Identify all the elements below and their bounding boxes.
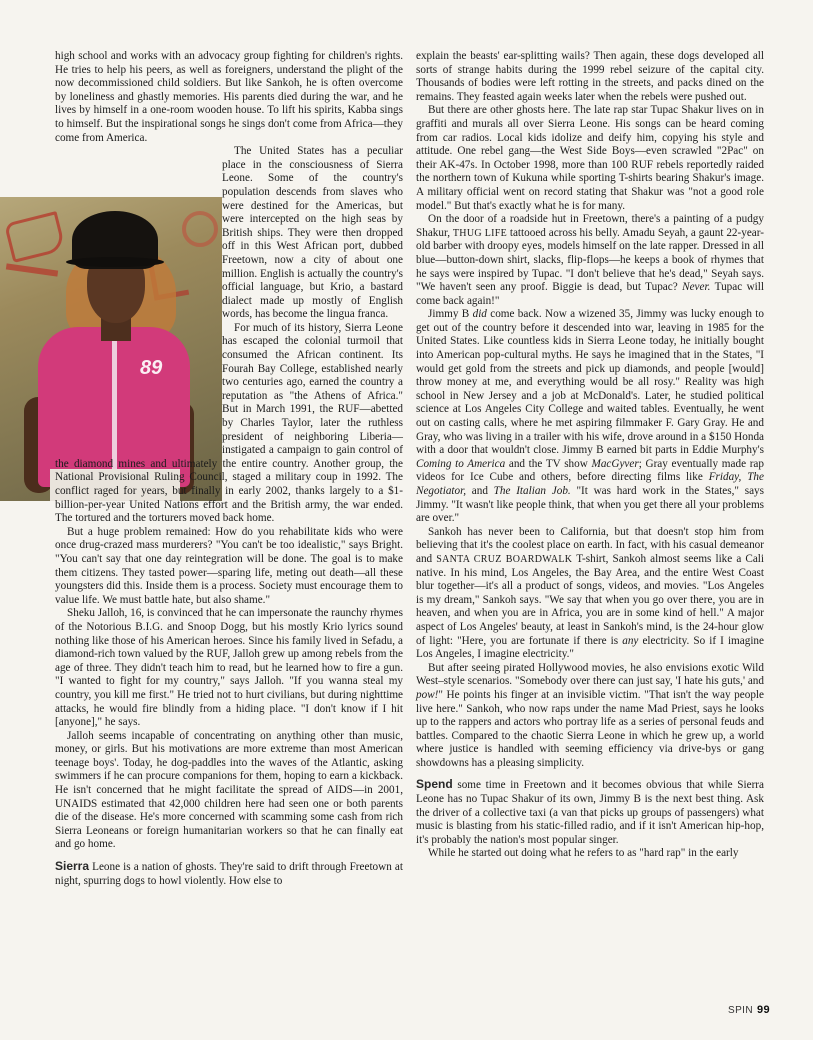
- paragraph: [416, 308, 764, 526]
- text: tattooed across his belly. Amadu Seyah, a gaunt 22-year-old barber with droopy eyes, models himself on the late rapper. Dressed in all blue—button-down shirt, slacks, flip-flops—he keeps a book of rhymes that he says were inspired by Tupac. "I don't believe that he's dead," Seyah says. "We haven't seen any proof. Biggie is dead, but Tupac?: [416, 226, 764, 294]
- paragraph: While he started out doing what he refers to as "hard rap" in the early: [428, 847, 739, 860]
- paragraph: For much of its history, Sierra Leone has escaped the colonial turmoil that consumed the African continent. Its Fourah Bay College, established nearly two centuries ago, earned the country a reputation as "the Athens of Africa." But in March 1991, the RUF—abetted by Charles Taylor, later the ruthless president of neighboring Liberia—instigated a campaign to gain control of the diamond mines and ultimately the entire country. Another group, the National Provisional Ruling Council, staged a military coup in 1992. The conflict raged for years, but finally in early 2002, thanks largely to a $1-billion-per-year United Nations effort and the British army, the war ended. The tortured and the torturers moved back home.: [55, 321, 403, 525]
- text: and the TV show: [505, 457, 592, 470]
- text: " He points his finger at an invisible victim. "That isn't the way people live here." Sankoh, who now raps under the name Mad Priest, says he looks up to the rappers and actors who portray life as a series of personal feuds and battles. Compared to the chaotic Sierra Leone in which he grew up, a world where justice is handled with seeming efficiency via drive-bys or gang showdowns has a pleasing simplicity.: [416, 688, 764, 769]
- small-caps-text: THUG LIFE: [452, 227, 508, 239]
- paragraph: But there are other ghosts here. The late rap star Tupac Shakur lives on in graffiti and murals all over Sierra Leone. His songs can be heard coming from car radios. Local kids idolize and deify him, copying his style and attitude. One rebel gang—the West Side Boys—even scrawled "2Pac" on their AK-47s. In October 1998, more than 100 RUF rebels reportedly raided the northern town of Kukuna while sporting T-shirts bearing Shakur's image. A military official went on record stating that Shakur was "not a good role model." But that's exactly what he is for many.: [416, 104, 764, 212]
- page-folio: [728, 1004, 770, 1016]
- paragraph-text: some time in Freetown and it becomes obvious that while Sierra Leone has no Tupac Shakur of its own, Jimmy B is the next best thing. Ask the driver of a collective taxi (a van that picks up groups of passengers) what music is blasting from his static-filled radio, and if it isn't American hip-hop, it's probably the nation's most popular singer.: [416, 779, 764, 846]
- italic-text: Never.: [682, 281, 711, 294]
- section-paragraph: [416, 778, 764, 847]
- paragraph: high school and works with an advocacy group fighting for children's rights. He tries to help his peers, as well as foreigners, understand the plight of the now decommissioned child soldiers. But like Sankoh, he is often overcome by loneliness and ghastly memories. His parents died during the war, and he lives by himself in a one-room wooden house. To lift his spirits, Kabba sings to himself. But the inspirational songs he sings don't come from Africa—they come from America.: [55, 50, 403, 144]
- paragraph: explain the beasts' ear-splitting wails? Then again, these dogs developed all sorts of strange habits during the 1999 rebel seizure of the capital city. Thousands of bodies were left rotting in the streets, and packs dined on the remains. They feasted again weeks later when the rebels were pushed out.: [416, 50, 764, 103]
- text: Sankoh has never been to California, but that doesn't stop him from believing that it's the coolest place on earth. In fact, with his casual demeanor and: [416, 525, 764, 565]
- section-lead-word: Spend: [416, 777, 453, 792]
- text: T-shirt, Sankoh almost seems like a Cali native. In his mind, Los Angeles, the Bay Area, and the entire West Coast blur together—it's all a product of songs, videos, and movies. "Los Angeles is my dream," Sankoh says. "We say that when you go over there, you are in heaven, and when you are in Africa, you are in some kind of hell." A major aspect of Los Angeles' beauty, at least in Sankoh's mind, is the 24-hour glow of light: "Here, you are fortunate if there is: [416, 552, 765, 647]
- shirt-number: 89: [140, 357, 163, 379]
- text: and: [466, 485, 494, 497]
- text: On the door of a roadside hut in Freetown, there's a painting of a pudgy Shakur,: [416, 213, 764, 239]
- paragraph: Jalloh seems incapable of concentrating on anything other than music, money, or girls. But his motivations are more extreme than most American teenage boys'. Today, he dog-paddles into the waves of the Atlantic, asking swimmers if he can procure companions for them, hoping to earn a kickback. He isn't concerned that he might facilitate the spread of AIDS—in 2001, UNAIDS estimated that 42,000 children here had seen one or both parents die of the disease. He's more concerned with scamming some cash from rich Sierra Leoneans or foreign humanitarian workers so that he can finally eat and go home.: [55, 729, 403, 851]
- text: Tupac will come back again!": [416, 281, 765, 307]
- photo-wrap-spacer: [0, 145, 222, 449]
- italic-text: MacGyver: [591, 457, 639, 470]
- italic-text: The Italian Job.: [493, 485, 571, 497]
- section-paragraph: [55, 860, 403, 888]
- italic-text: Friday, The Negotiator,: [416, 471, 764, 497]
- paragraph: [416, 213, 764, 308]
- paragraph: But a huge problem remained: How do you rehabilitate kids who were once drug-crazed mass murderers? "You can't be too idealistic," says Bright. "You can't say that one day reintegration will be done. The goal is to make them citizens. They tasted power—sparing life, meting out death—all these youngsters did this. Inside them is a process. Society must encourage them to value life. We must battle hate, but also shame.": [55, 525, 403, 606]
- page-number: 99: [756, 1004, 770, 1016]
- section-lead-word: Sierra: [55, 859, 90, 874]
- paragraph-text: The United States has a peculiar place in the consciousness of Sierra Leone. Some of the country's population descends from slaves who were destined for the Americas, but were intercepted on the high seas by British ships. They were then dropped off in this West African port, dubbed Freetown, now a city of about one million. English is actually the country's official language, but Krio, a bastard dialect made up mostly of English words, has become the lingua franca.: [222, 145, 403, 321]
- text: Jimmy B: [428, 308, 473, 321]
- italic-text: did: [472, 308, 487, 321]
- paragraph-text: Leone is a nation of ghosts. They're said to drift through Freetown at night, spurring dogs to howl violently. How else to: [55, 861, 403, 887]
- italic-text: any: [622, 634, 639, 647]
- right-column: [416, 50, 764, 861]
- paragraph: [55, 145, 403, 322]
- paragraph: Sheku Jalloh, 16, is convinced that he can impersonate the raunchy rhymes of the Notorious B.I.G. and Snoop Dogg, but his mostly Krio lyrics sound nothing like those of his American heroes. Since his family lived in Sefadu, a diamond-rich town valued by the RUF, Jalloh grew up among rebels from the age of three. They didn't teach him to read, but he learned how to fire a gun. "I wanted to fight for my country," says Jalloh. "If you wanna steal my country, you kill me first." He tried not to hurt civilians, but during nighttime attacks, he would fire blindly from a hiding place. "I don't know if I hit [anyone]," he says.: [55, 607, 403, 729]
- text: electricity. So if I imagine Los Angeles, I imagine electricity.": [416, 634, 764, 661]
- small-caps-text: SANTA CRUZ BOARDWALK: [436, 553, 573, 565]
- text: come back. Now a wizened 35, Jimmy was lucky enough to get out of the country before it descended into war, leaving in 1985 for the United States. Like countless kids in Sierra Leone today, he initially bought into American pop-cultural myths. He says he imagined that in the States, "I would get gold from the streets and pick up diamonds, and people [would] throw money at me, and everything would be all rosy." Reality was high school in New Jersey and a job at McDonald's. Later, he studied political science at Los Angeles City College and waited tables. Eventually, he went out on casting calls, where he met aspiring filmmaker F. Gary Gray. He and Gray, who was living in a trailer with his wife, drove around in a $150 Honda with a door that wouldn't close. Jimmy B earned bit parts in Eddie Murphy's: [416, 308, 765, 457]
- paragraph: [416, 526, 764, 662]
- magazine-name: SPIN: [728, 1005, 753, 1016]
- text: ; Gray eventually made rap videos for Ice Cube and others, before directing films like: [416, 457, 764, 484]
- italic-text: Coming to America: [416, 457, 506, 470]
- text: But after seeing pirated Hollywood movies, he also envisions exotic Wild West–style scenarios. "Somebody over there can just say, 'I hate his guts,' and: [416, 661, 764, 688]
- paragraph: [416, 662, 764, 771]
- left-column: [55, 50, 403, 888]
- text: "It was hard work in the States," says Jimmy. "It wasn't like people think, that when you get there all your problems are over.": [416, 485, 764, 525]
- italic-text: pow!: [416, 688, 439, 701]
